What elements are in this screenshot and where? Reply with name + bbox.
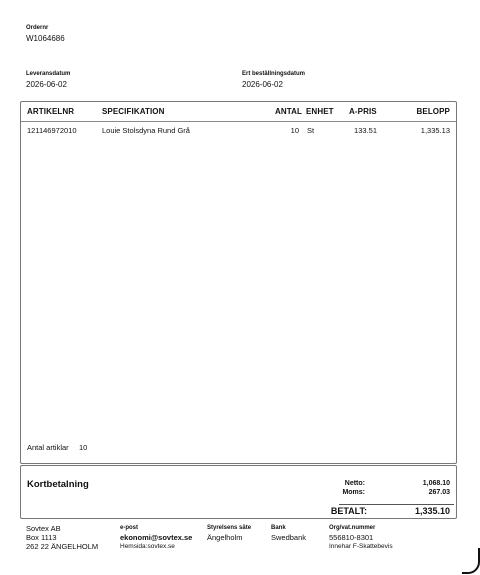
header-quantity: ANTAL bbox=[275, 107, 303, 116]
total-value: 1,335.10 bbox=[414, 506, 450, 516]
website-link[interactable]: Hemsida:sovtex.se bbox=[120, 543, 175, 550]
order-date-value: 2026-06-02 bbox=[242, 80, 283, 89]
footer-company bbox=[26, 524, 98, 551]
org-label: Org/vat.nummer bbox=[329, 525, 376, 531]
row-specification: Louie Stolsdyna Rund Grå bbox=[102, 126, 190, 135]
company-city: 262 22 ÄNGELHOLM bbox=[26, 542, 99, 551]
footer-org bbox=[329, 524, 393, 551]
order-date-label: Ert beställningsdatum bbox=[242, 71, 306, 77]
delivery-date-value: 2026-06-02 bbox=[26, 80, 67, 89]
bank-label: Bank bbox=[271, 525, 286, 531]
netto-value: 1,068.10 bbox=[422, 480, 450, 487]
header-amount: BELOPP bbox=[416, 107, 450, 116]
items-table-header bbox=[21, 102, 456, 122]
header-unit: ENHET bbox=[306, 107, 334, 116]
row-unit: St bbox=[307, 126, 315, 135]
order-number-value: W1064686 bbox=[26, 34, 65, 43]
summary-divider bbox=[339, 504, 454, 505]
header-article: ARTIKELNR bbox=[27, 107, 75, 116]
article-count-label: Antal artiklar bbox=[27, 443, 69, 452]
footer-seat bbox=[207, 524, 251, 542]
payment-summary bbox=[20, 465, 457, 519]
seat-value: Ängelholm bbox=[207, 533, 243, 542]
row-article: 121146972010 bbox=[27, 126, 77, 135]
row-quantity: 10 bbox=[290, 126, 299, 135]
tax-status: Innehar F-Skattebevis bbox=[329, 543, 393, 550]
org-value: 556810-8301 bbox=[329, 533, 374, 542]
bank-value: Swedbank bbox=[271, 533, 307, 542]
row-unit-price: 133.51 bbox=[354, 126, 377, 135]
order-number-label: Ordernr bbox=[26, 25, 49, 31]
payment-method: Kortbetalning bbox=[27, 479, 89, 490]
company-name: Sovtex AB bbox=[26, 524, 61, 533]
row-amount: 1,335.13 bbox=[420, 126, 450, 135]
netto-label: Netto: bbox=[344, 480, 365, 487]
total-label: BETALT: bbox=[330, 506, 367, 516]
article-count-value: 10 bbox=[79, 443, 88, 452]
header-specification: SPECIFIKATION bbox=[102, 107, 165, 116]
email-label: e-post bbox=[120, 525, 138, 531]
footer-email bbox=[120, 524, 192, 551]
company-box: Box 1113 bbox=[26, 533, 57, 542]
moms-label: Moms: bbox=[342, 489, 365, 496]
header-unit-price: A-PRIS bbox=[349, 107, 377, 116]
page-corner-decoration bbox=[462, 548, 480, 574]
seat-label: Styrelsens säte bbox=[207, 525, 252, 531]
moms-value: 267.03 bbox=[428, 489, 450, 496]
items-table bbox=[20, 101, 457, 464]
delivery-date-label: Leveransdatum bbox=[26, 71, 71, 77]
email-link[interactable]: ekonomi@sovtex.se bbox=[120, 533, 193, 542]
footer-bank bbox=[271, 524, 306, 542]
